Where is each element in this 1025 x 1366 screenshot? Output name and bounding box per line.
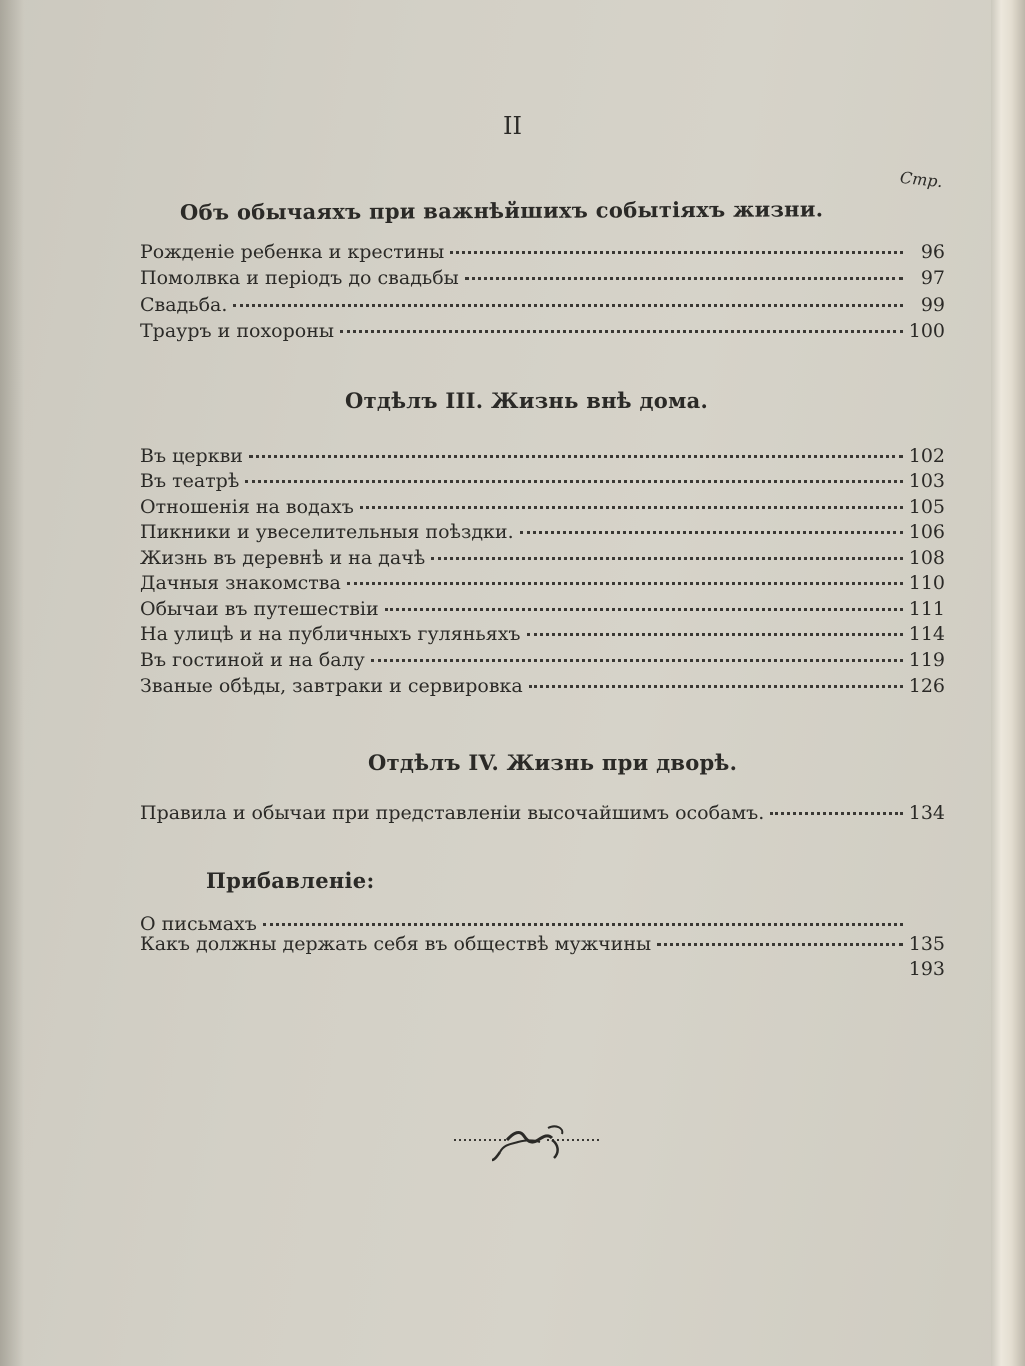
section-heading: Отдѣлъ III. Жизнь внѣ дома. [345, 388, 709, 413]
leader-dots [770, 812, 902, 815]
entry-page: 119 [908, 649, 945, 671]
toc-entry [140, 319, 945, 343]
entry-title: Въ церкви [140, 445, 243, 467]
leader-dots [385, 608, 903, 611]
toc-entry [140, 674, 945, 698]
section-heading: Отдѣлъ IV. Жизнь при дворѣ. [368, 750, 738, 775]
page-number: II [503, 112, 522, 140]
entry-title: Свадьба. [140, 294, 228, 316]
entry-page: 106 [908, 521, 945, 543]
entry-title: Дачныя знакомства [140, 572, 341, 594]
leader-dots [340, 330, 903, 333]
section-heading: Объ обычаяхъ при важнѣйшихъ событіяхъ жизни. [179, 196, 824, 225]
toc-entry [140, 957, 945, 981]
entry-page: 105 [908, 496, 945, 518]
leader-dots [360, 506, 903, 509]
entry-title: Рожденіе ребенка и крестины [140, 241, 445, 263]
entry-page: 111 [908, 598, 945, 620]
toc-entry [140, 469, 945, 493]
toc-entry [140, 801, 945, 825]
entry-title: Отношенія на водахъ [140, 496, 354, 518]
entry-title: Правила и обычаи при представленіи высочайшимъ особамъ. [140, 802, 765, 824]
leader-dots [347, 582, 903, 585]
leader-dots [233, 304, 903, 307]
entry-title: Въ гостиной и на балу [140, 649, 365, 671]
entry-page: 102 [908, 445, 945, 467]
leader-dots [450, 251, 903, 254]
entry-title: Трауръ и похороны [140, 320, 334, 342]
leader-dots [245, 480, 902, 483]
leader-dots [371, 659, 903, 662]
leader-dots [520, 531, 903, 534]
leader-dots [527, 633, 903, 636]
binding-shadow [0, 0, 24, 1366]
entry-title: На улицѣ и на публичныхъ гуляньяхъ [140, 623, 521, 645]
toc-entry [140, 495, 945, 519]
leader-dots [249, 455, 903, 458]
toc-entry [140, 597, 945, 621]
toc-entry [140, 546, 945, 570]
entry-page: 114 [908, 623, 945, 645]
entry-title: Помолвка и періодъ до свадьбы [140, 267, 459, 289]
toc-entry [140, 444, 945, 468]
leader-dots [657, 943, 903, 946]
ornament-flourish-icon [452, 1118, 602, 1168]
toc-entry [140, 520, 945, 544]
toc-entry [140, 571, 945, 595]
entry-page: 126 [908, 675, 945, 697]
entry-title: Обычаи въ путешествіи [140, 598, 379, 620]
entry-title: Въ театрѣ [140, 470, 240, 492]
leader-dots [263, 923, 903, 926]
toc-entry [140, 293, 945, 317]
entry-page: 108 [908, 547, 945, 569]
leader-dots [431, 557, 903, 560]
entry-title: Пикники и увеселительныя поѣздки. [140, 521, 514, 543]
entry-title: О письмахъ [140, 913, 257, 935]
entry-page: 97 [920, 267, 945, 289]
entry-page: 99 [920, 294, 945, 316]
leader-dots [529, 685, 903, 688]
entry-page: 103 [908, 470, 945, 492]
entry-page: 96 [920, 241, 945, 263]
entry-page: 110 [908, 572, 945, 594]
leader-dots [146, 968, 903, 971]
toc-entry [140, 932, 945, 956]
entry-title: Званые обѣды, завтраки и сервировка [140, 675, 523, 697]
leader-dots [465, 277, 903, 280]
toc-entry [140, 648, 945, 672]
entry-title: Какъ должны держать себя въ обществѣ мужчины [140, 933, 652, 955]
entry-page: 135 [908, 933, 945, 955]
toc-entry [140, 240, 945, 264]
entry-page: 100 [908, 320, 945, 342]
entry-page: 134 [908, 802, 945, 824]
page-edge [991, 0, 1025, 1366]
section-heading: Прибавленіе: [206, 868, 375, 893]
entry-title: Жизнь въ деревнѣ и на дачѣ [140, 547, 426, 569]
toc-entry [140, 622, 945, 646]
toc-entry [140, 266, 945, 290]
page-column-label: Стр. [899, 167, 944, 192]
entry-page: 193 [908, 958, 945, 980]
